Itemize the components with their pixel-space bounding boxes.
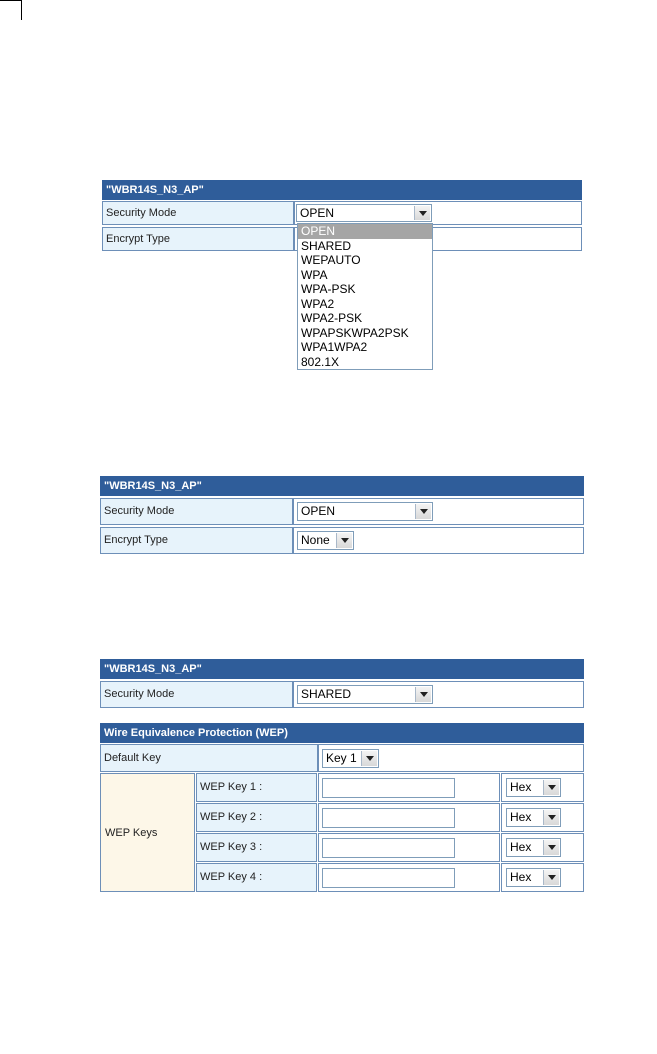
wep-key-format-value: Hex — [510, 810, 532, 824]
chevron-down-icon[interactable] — [336, 533, 352, 548]
security-mode-option[interactable]: WPAPSKWPA2PSK — [301, 325, 409, 340]
security-panel-shared — [100, 659, 584, 708]
chevron-down-icon[interactable] — [361, 751, 377, 766]
security-mode-select[interactable] — [297, 685, 433, 704]
security-mode-label: Security Mode — [100, 498, 293, 525]
security-mode-select-value: OPEN — [301, 504, 336, 518]
encrypt-type-label: Encrypt Type — [102, 227, 294, 251]
ssid-title: "WBR14S_N3_AP" — [100, 659, 584, 679]
security-mode-cell — [293, 498, 584, 525]
security-mode-option[interactable]: WEPAUTO — [301, 253, 361, 267]
ssid-title: "WBR14S_N3_AP" — [102, 180, 582, 200]
page-corner-mark — [0, 0, 22, 22]
wep-key-format-value: Hex — [510, 840, 532, 854]
wep-key-format-value: Hex — [510, 780, 532, 794]
wep-key-label: WEP Key 1 : — [196, 773, 317, 802]
wep-keys-label-text: WEP Keys — [105, 826, 158, 839]
encrypt-type-select-value: None — [301, 533, 330, 547]
security-mode-option[interactable]: 802.1X — [301, 354, 340, 369]
wep-key-format-select[interactable] — [506, 778, 561, 797]
security-mode-select[interactable] — [297, 502, 433, 521]
chevron-down-icon[interactable] — [543, 810, 559, 825]
wep-key-format-cell — [501, 863, 584, 892]
wep-key-label: WEP Key 2 : — [196, 803, 317, 832]
wep-key-format-select[interactable] — [506, 808, 561, 827]
wep-key-input-cell — [318, 863, 500, 892]
default-key-select-value: Key 1 — [326, 751, 357, 765]
security-mode-option[interactable]: WPA — [301, 267, 328, 282]
security-panel-open — [100, 476, 584, 554]
chevron-down-icon[interactable] — [543, 840, 559, 855]
security-mode-label: Security Mode — [102, 201, 294, 225]
default-key-label: Default Key — [100, 744, 318, 772]
wep-panel — [100, 723, 584, 892]
chevron-down-icon[interactable] — [414, 206, 430, 220]
security-mode-dropdown-list[interactable] — [297, 223, 433, 370]
wep-key-input-cell — [318, 803, 500, 832]
wep-key-input[interactable] — [322, 808, 455, 828]
security-mode-select[interactable] — [296, 204, 432, 222]
security-mode-option[interactable]: WPA-PSK — [301, 282, 356, 296]
chevron-down-icon[interactable] — [415, 687, 431, 702]
wep-key-format-select[interactable] — [506, 868, 561, 887]
wep-key-input[interactable] — [322, 868, 455, 888]
wep-key-format-cell — [501, 833, 584, 862]
encrypt-type-cell — [293, 527, 584, 554]
chevron-down-icon[interactable] — [415, 504, 431, 519]
security-mode-label: Security Mode — [100, 681, 293, 708]
chevron-down-icon[interactable] — [543, 870, 559, 885]
security-mode-option[interactable]: WPA2-PSK — [301, 311, 363, 325]
security-mode-select-value: OPEN — [300, 206, 335, 220]
wep-keys-label — [100, 773, 195, 892]
security-panel-dropdown-open — [102, 180, 582, 376]
wep-key-format-value: Hex — [510, 870, 532, 884]
security-mode-option[interactable]: SHARED — [301, 238, 352, 253]
security-mode-cell — [293, 681, 584, 708]
wep-key-input-cell — [318, 833, 500, 862]
security-mode-option[interactable]: WPA2 — [301, 296, 335, 311]
wep-key-format-cell — [501, 803, 584, 832]
encrypt-type-select[interactable] — [297, 531, 354, 550]
default-key-cell — [318, 744, 584, 772]
security-mode-option[interactable]: OPEN — [298, 224, 432, 239]
wep-key-input[interactable] — [322, 838, 455, 858]
wep-key-input[interactable] — [322, 778, 455, 798]
wep-key-label: WEP Key 4 : — [196, 863, 317, 892]
wep-key-format-select[interactable] — [506, 838, 561, 857]
wep-key-format-cell — [501, 773, 584, 802]
default-key-select[interactable] — [322, 749, 379, 768]
chevron-down-icon[interactable] — [543, 780, 559, 795]
security-mode-select-value: SHARED — [301, 687, 352, 701]
wep-key-input-cell — [318, 773, 500, 802]
security-mode-cell — [294, 201, 582, 225]
ssid-title: "WBR14S_N3_AP" — [100, 476, 584, 496]
wep-key-label: WEP Key 3 : — [196, 833, 317, 862]
security-mode-option[interactable]: WPA1WPA2 — [301, 340, 368, 354]
encrypt-type-label: Encrypt Type — [100, 527, 293, 554]
wep-title: Wire Equivalence Protection (WEP) — [100, 723, 584, 743]
